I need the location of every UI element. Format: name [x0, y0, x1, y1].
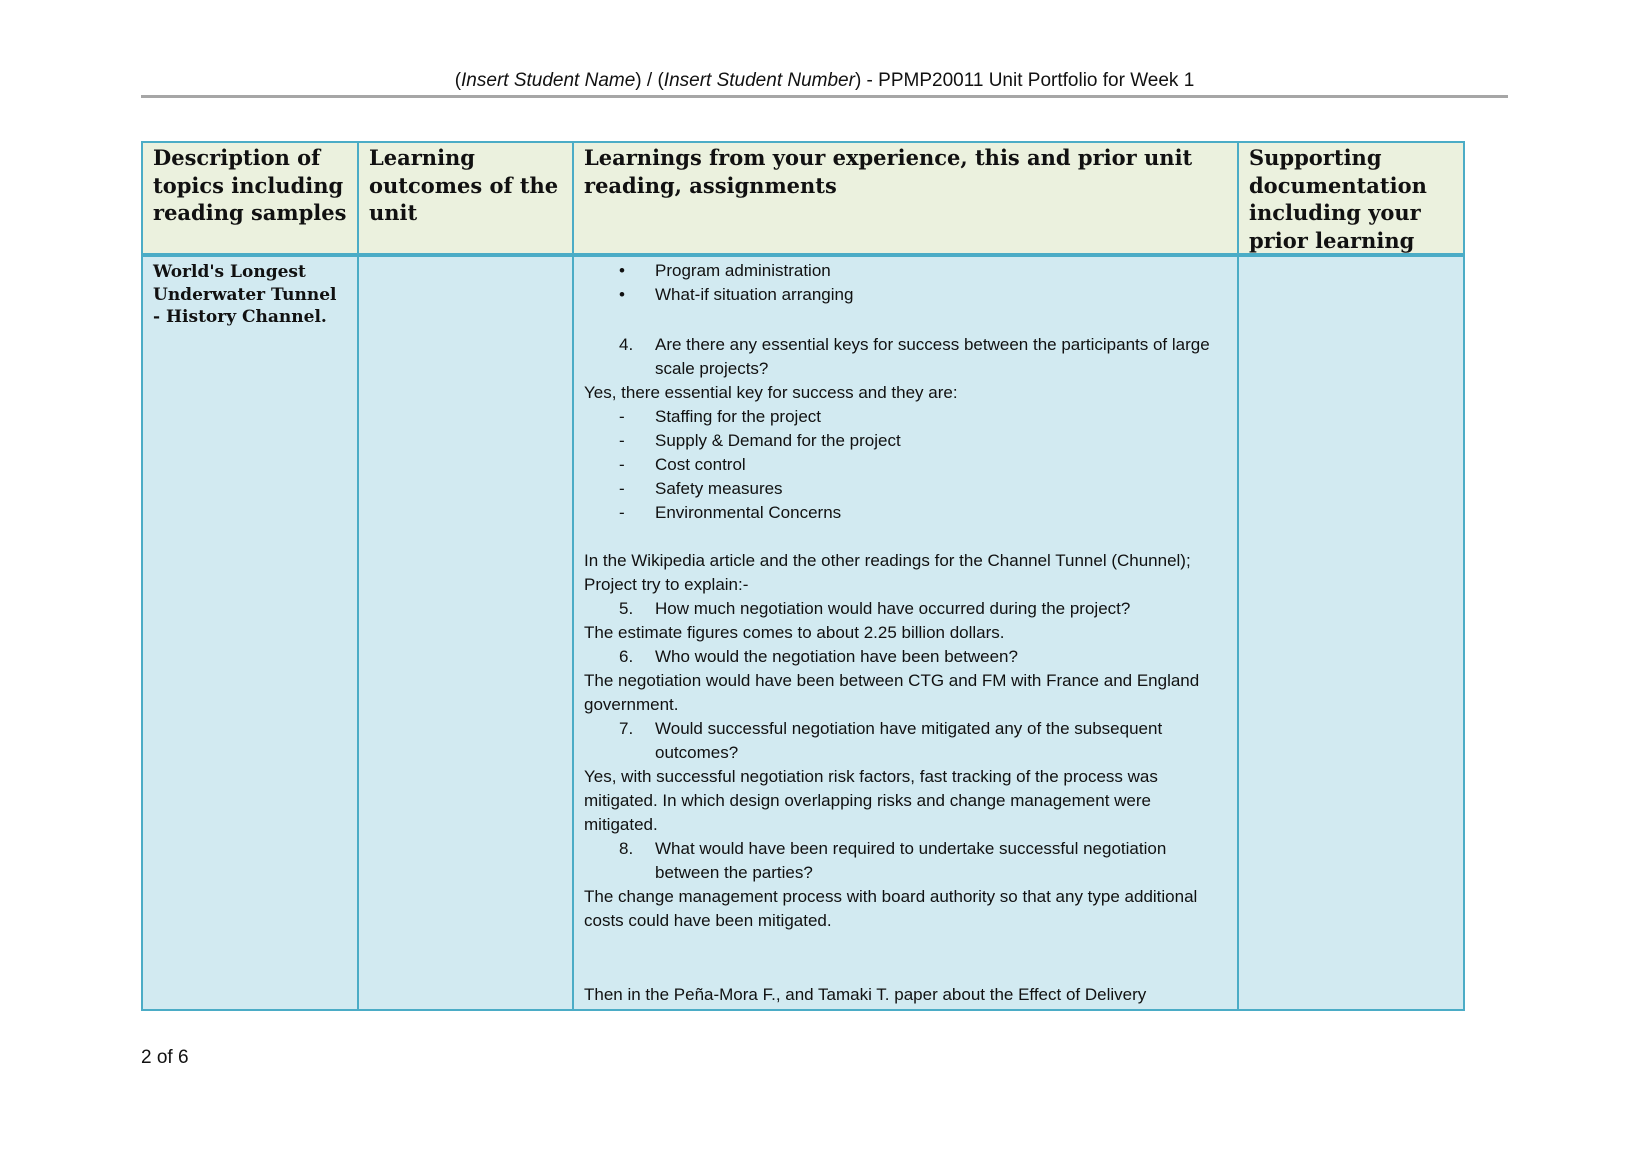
question-number: 7.	[619, 719, 634, 738]
portfolio-table	[141, 141, 1465, 1011]
question-text: How much negotiation would have occurred during the project?	[655, 599, 1131, 618]
answer-text: The negotiation would have been between CTG and FM with France and England government.	[584, 671, 1200, 714]
header-separator: ) / (	[635, 70, 664, 91]
dash-icon: -	[619, 479, 625, 498]
list-item-text: Safety measures	[655, 479, 783, 498]
list-item	[584, 429, 1228, 453]
page-header	[141, 70, 1508, 92]
page-number: 2 of 6	[141, 1047, 189, 1068]
answer-text: Yes, with successful negotiation risk factors, fast tracking of the process was mitigated. In which design overlapping risks and change management were mitigated.	[584, 767, 1158, 834]
intro-paragraph: In the Wikipedia article and the other readings for the Channel Tunnel (Chunnel); Project try to explain:-	[584, 551, 1191, 594]
learning-outcomes-cell	[359, 257, 572, 1009]
question-number: 4.	[619, 335, 634, 354]
column-learning-outcomes	[359, 143, 574, 1009]
question-text: Who would the negotiation have been between?	[655, 647, 1018, 666]
list-item	[584, 453, 1228, 477]
learnings-cell	[574, 257, 1237, 1009]
answer-text: The change management process with board authority so that any type additional costs could have been mitigated.	[584, 887, 1198, 930]
header-title: ) - PPMP20011 Unit Portfolio for Week 1	[854, 70, 1195, 91]
student-name-placeholder: Insert Student Name	[461, 70, 636, 91]
list-item-text: Supply & Demand for the project	[655, 431, 901, 450]
supporting-docs-cell	[1239, 257, 1463, 1009]
question-item	[584, 645, 1228, 669]
question-text: Would successful negotiation have mitigated any of the subsequent outcomes?	[655, 719, 1163, 762]
column-learnings	[574, 143, 1239, 1009]
student-number-placeholder: Insert Student Number	[663, 70, 855, 91]
bullet-icon: •	[619, 285, 625, 304]
topic-text: World's Longest Underwater Tunnel - History Channel.	[153, 262, 337, 327]
question-text: What would have been required to undertake successful negotiation between the parties?	[655, 839, 1167, 882]
bullet-icon: •	[619, 261, 625, 280]
question-number: 5.	[619, 599, 634, 618]
topic-cell	[143, 257, 357, 1009]
list-item	[584, 259, 1228, 283]
question-number: 8.	[619, 839, 634, 858]
dash-icon: -	[619, 503, 625, 522]
list-item	[584, 477, 1228, 501]
list-item	[584, 283, 1228, 307]
answer-text: Yes, there essential key for success and they are:	[584, 383, 958, 402]
question-item	[584, 837, 1228, 885]
answer-text: The estimate figures comes to about 2.25 billion dollars.	[584, 623, 1005, 642]
question-item	[584, 597, 1228, 621]
dash-icon: -	[619, 455, 625, 474]
list-item-text: Cost control	[655, 455, 746, 474]
column-description	[143, 143, 359, 1009]
header-paren: (	[454, 70, 462, 91]
question-text: Are there any essential keys for success between the participants of large scale projects?	[655, 335, 1210, 378]
header-rule	[141, 95, 1508, 98]
column-header-description: Description of topics including reading samples	[143, 143, 357, 253]
question-item	[584, 333, 1228, 381]
column-header-learning-outcomes: Learning outcomes of the unit	[359, 143, 572, 253]
dash-icon: -	[619, 407, 625, 426]
closing-paragraph: Then in the Peña-Mora F., and Tamaki T. paper about the Effect of Delivery	[584, 985, 1147, 1004]
column-header-supporting-docs: Supporting documentation including your prior learning	[1239, 143, 1463, 253]
list-item-text: Environmental Concerns	[655, 503, 842, 522]
question-item	[584, 717, 1228, 765]
column-supporting-docs	[1239, 143, 1463, 1009]
question-number: 6.	[619, 647, 634, 666]
dash-icon: -	[619, 431, 625, 450]
list-item-text: What-if situation arranging	[655, 285, 854, 304]
list-item-text: Staffing for the project	[655, 407, 822, 426]
list-item	[584, 501, 1228, 525]
list-item-text: Program administration	[655, 261, 831, 280]
column-header-learnings: Learnings from your experience, this and prior unit reading, assignments	[574, 143, 1237, 253]
list-item	[584, 405, 1228, 429]
